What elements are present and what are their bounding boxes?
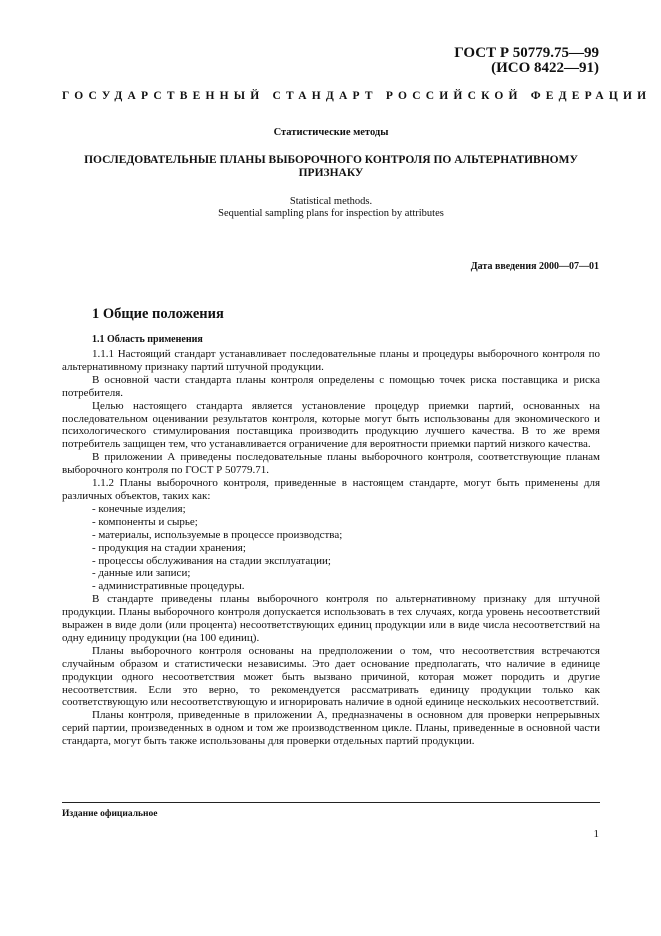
paragraph: В основной части стандарта планы контроля определены с помощью точек риска поставщика и риска потребителя. <box>62 373 600 399</box>
paragraph: В приложении А приведены последовательные планы выборочного контроля, соответствующие планам выборочного контроля по ГОСТ Р 50779.71. <box>62 451 600 477</box>
english-title <box>62 196 600 220</box>
paragraph: В стандарте приведены планы выборочного контроля по альтернативному признаку для штучной продукции. Планы выборочного контроля допускается использовать в тех случаях, когда уровень несоответствий выражен в виде доли (или процента) несоответствующих единиц продукции или в виде числа несоответствий на одну единицу продукции (на 100 единиц). <box>62 593 600 644</box>
english-title-line-1: Statistical methods. <box>289 196 373 207</box>
paragraph: Планы выборочного контроля основаны на предположении о том, что несоответствия встречаются случайным образом и статистически независимы. Это дает основание предполагать, что наличие в единице продукции одного несоответствия может быть вызвано причиной, которая может породить и другие несоответствия. Если это верно, то рекомендуется рассматривать единицу продукции только как соответствующую или несоответствующую и игнорировать наличие в одной единице нескольких несоответствий. <box>62 644 600 709</box>
english-title-line-2: Sequential sampling plans for inspection by attributes <box>218 208 444 219</box>
paragraph: Целью настоящего стандарта является установление процедур приемки партий, основанных на последовательном оценивании результатов контроля, которые могут быть использованы для экономического и психологического стимулирования поставщика производить продукцию лучшего качества. В то же время потребитель защищен тем, что устанавливается ограничение для вероятности приемки партий низкого качества. <box>62 399 600 451</box>
list-item: - процессы обслуживания на стадии эксплуатации; <box>92 554 331 567</box>
standard-code-gost: ГОСТ Р 50779.75—99 <box>454 45 599 61</box>
document-title <box>62 154 600 180</box>
standard-code-iso: (ИСО 8422—91) <box>491 60 599 76</box>
paragraph: Планы контроля, приведенные в приложении А, предназначены в основном для проверки непрерывных серий партии, произведенных в одном и том же производственном цикле. Планы, приведенные в основной части стандарта, могут быть также использованы для проверки отдельных партий продукции. <box>62 709 600 748</box>
organization-title: ГОСУДАРСТВЕННЫЙ СТАНДАРТ РОССИЙСКОЙ ФЕДЕРАЦИИ <box>62 90 652 102</box>
section-body <box>62 348 600 748</box>
series-title: Статистические методы <box>273 127 389 138</box>
list-item: - конечные изделия; <box>92 502 186 515</box>
subsection-heading: 1.1 Область применения <box>92 334 203 345</box>
list-item: - данные или записи; <box>92 567 191 580</box>
paragraph: 1.1.1 Настоящий стандарт устанавливает последовательные планы и процедуры выборочного контроля по альтернативному признаку партий штучной продукции. <box>62 348 600 373</box>
document-title-line-2: ПРИЗНАКУ <box>298 167 364 179</box>
introduction-date: Дата введения 2000—07—01 <box>470 261 599 272</box>
section-heading: 1 Общие положения <box>92 306 224 322</box>
page-number: 1 <box>593 828 599 840</box>
paragraph: 1.1.2 Планы выборочного контроля, приведенные в настоящем стандарте, могут быть применены для различных объектов, таких как: <box>62 477 600 502</box>
list-item: - материалы, используемые в процессе производства; <box>92 528 343 541</box>
objects-list <box>62 503 600 593</box>
list-item: - продукция на стадии хранения; <box>92 541 246 554</box>
standard-code <box>454 46 599 76</box>
document-title-line-1: ПОСЛЕДОВАТЕЛЬНЫЕ ПЛАНЫ ВЫБОРОЧНОГО КОНТРОЛЯ ПО АЛЬТЕРНАТИВНОМУ <box>84 154 578 166</box>
list-item: - компоненты и сырье; <box>92 515 198 528</box>
list-item: - административные процедуры. <box>92 580 245 593</box>
edition-note: Издание официальное <box>62 809 158 819</box>
footer-divider <box>62 802 600 803</box>
